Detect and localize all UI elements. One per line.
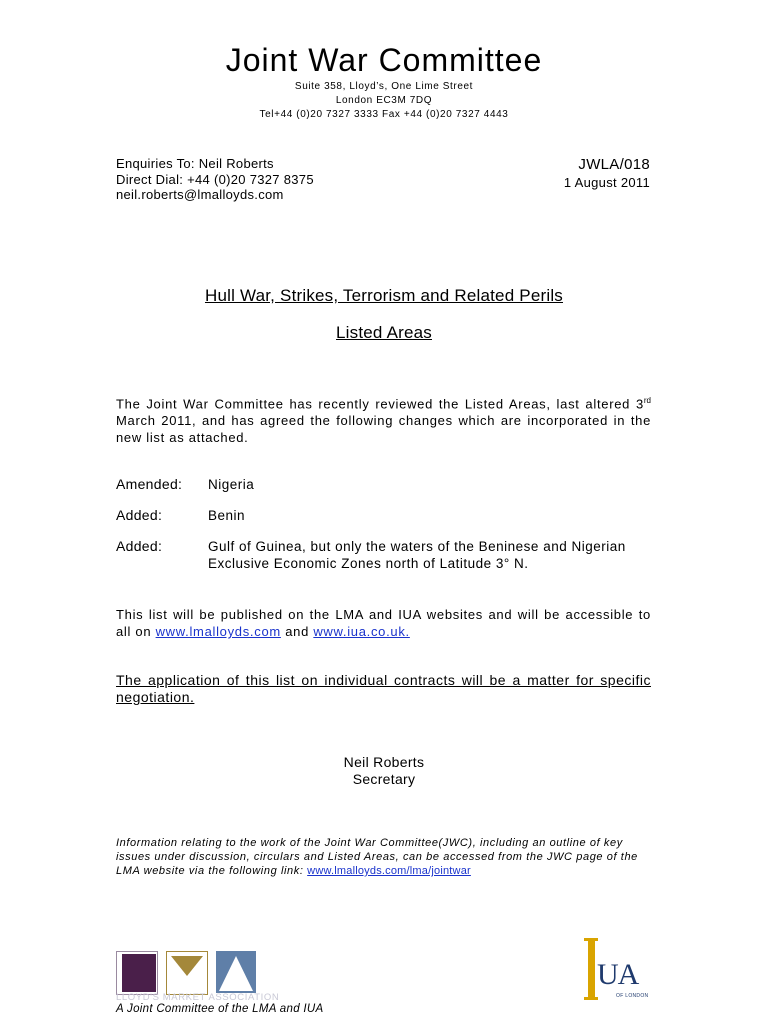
lma-name-text: LLOYD'S MARKET ASSOCIATION	[116, 992, 280, 1003]
address-line-2: London EC3M 7DQ	[335, 95, 433, 106]
signature-name: Neil Roberts	[343, 754, 425, 770]
sub-heading: Listed Areas	[336, 323, 432, 342]
phone-fax-line: Tel+44 (0)20 7327 3333 Fax +44 (0)20 7327 4443	[259, 109, 509, 120]
letterhead-title: Joint War Committee	[225, 42, 543, 78]
change-label-added-2: Added:	[116, 538, 163, 554]
change-value-benin: Benin	[208, 508, 246, 523]
intro-text-part2: March 2011, and has agreed the following changes which are incorporated in the new list as attached.	[116, 413, 651, 446]
lma-logo-block-gold	[166, 951, 208, 995]
application-note: The application of this list on individual contracts will be a matter for specific negotiation.	[116, 672, 651, 705]
iua-logo-subtext: OF LONDON	[616, 993, 649, 999]
change-value-gulf-of-guinea: Gulf of Guinea, but only the waters of the Beninese and Nigerian Exclusive Economic Zones north of Latitude 3° N.	[208, 539, 626, 571]
lma-logo-purple-fill	[122, 954, 156, 992]
jointwar-link[interactable]: www.lmalloyds.com/lma/jointwar	[307, 865, 471, 877]
publication-text-mid: and	[280, 624, 314, 639]
footer-tagline: A Joint Committee of the LMA and IUA	[116, 1003, 324, 1015]
info-paragraph	[116, 836, 656, 878]
enquiries-direct-dial: Direct Dial: +44 (0)20 7327 8375	[116, 171, 314, 187]
lma-logo-gold-chevron-icon	[167, 952, 207, 994]
change-label-added-1: Added:	[116, 507, 163, 523]
iua-logo	[578, 936, 650, 1004]
iua-logo-text: UA	[597, 958, 639, 991]
reference-code: JWLA/018	[578, 156, 650, 173]
reference-date: 1 August 2011	[563, 175, 650, 190]
intro-text-part1: The Joint War Committee has recently reviewed the Listed Areas, last altered 3	[116, 396, 644, 412]
change-label-amended: Amended:	[116, 476, 183, 492]
publication-paragraph	[116, 606, 651, 640]
enquiries-contact: Enquiries To: Neil Roberts	[116, 156, 274, 171]
info-text: Information relating to the work of the Joint War Committee(JWC), including an outline of key issues under discussion, circulars and Listed Areas, can be accessed from the JWC page of the LMA website via the following link:	[116, 837, 638, 877]
lma-logo-block-purple	[116, 951, 158, 995]
lma-website-link[interactable]: www.lmalloyds.com	[155, 624, 281, 639]
enquiries-block	[116, 156, 314, 203]
lma-logo-block-blue	[216, 951, 256, 993]
intro-superscript: rd	[643, 396, 651, 405]
lma-logo-blue-triangle-icon	[216, 951, 256, 993]
main-heading: Hull War, Strikes, Terrorism and Related Perils	[204, 286, 563, 305]
reference-block	[564, 156, 650, 190]
change-value-nigeria: Nigeria	[208, 477, 255, 492]
iua-website-link[interactable]: www.iua.co.uk.	[313, 624, 410, 639]
intro-paragraph	[116, 392, 651, 446]
address-line-1: Suite 358, Lloyd’s, One Lime Street	[294, 81, 474, 92]
signature-title: Secretary	[352, 771, 416, 787]
publication-text-before: This list will be published on the LMA and IUA websites and will be accessible to all on	[116, 607, 651, 639]
enquiries-email: neil.roberts@lmalloyds.com	[116, 187, 284, 202]
